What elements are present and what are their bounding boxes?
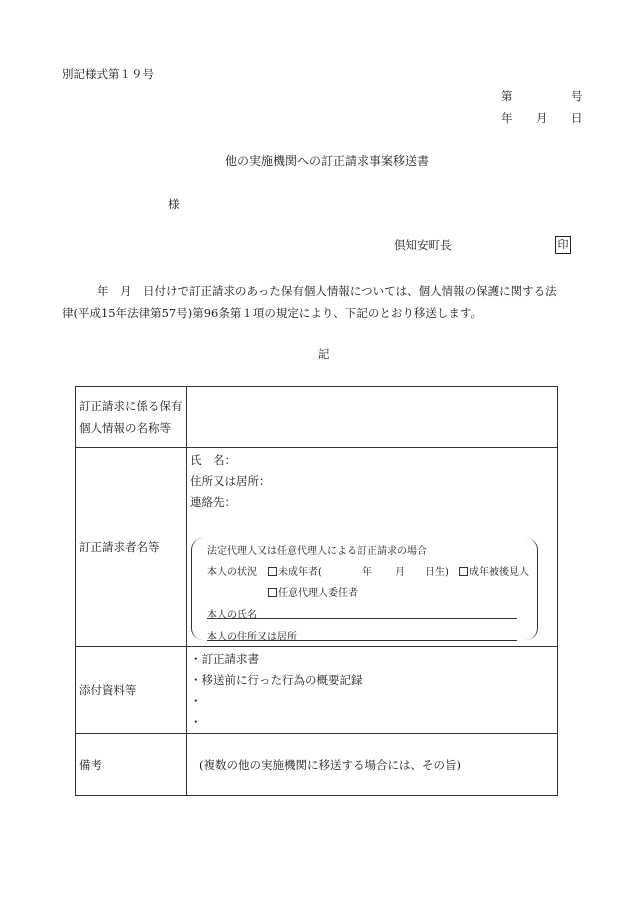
delegate-option[interactable]	[268, 584, 358, 599]
doc-number-suffix: 号	[571, 89, 583, 103]
row-label-attachments: 添付資料等	[76, 647, 187, 734]
document-title: 他の実施機関への訂正請求事案移送書	[225, 154, 430, 168]
ward-option[interactable]	[459, 563, 529, 578]
principal-address-underline[interactable]	[207, 640, 517, 641]
attachment-item[interactable]: ・	[190, 694, 202, 708]
remarks-note: (複数の他の実施機関に移送する場合には、その旨)	[199, 757, 461, 772]
date-month: 月	[536, 111, 548, 125]
requester-address-line[interactable]: 住所又は居所：	[190, 474, 271, 488]
minor-month: 月	[395, 567, 405, 578]
requester-cell	[187, 448, 558, 647]
info-name-field[interactable]	[187, 387, 558, 448]
form-number: 別記様式第１９号	[62, 67, 154, 81]
table-row	[76, 448, 558, 647]
label-line: 訂正請求に係る保有	[79, 399, 183, 413]
checkbox-icon[interactable]	[268, 567, 277, 576]
date-day: 日	[571, 111, 583, 125]
delegate-label: 任意代理人委任者	[278, 588, 358, 599]
attachment-item: ・訂正請求書	[190, 652, 259, 666]
body-line-2: 律(平成15年法律第57号)第96条第１項の規定により、下記のとおり移送します。	[62, 306, 482, 320]
checkbox-icon[interactable]	[268, 588, 277, 597]
minor-year: 年	[362, 567, 372, 578]
ki-heading: 記	[318, 347, 330, 361]
minor-label: 未成年者(	[278, 567, 322, 578]
checkbox-icon[interactable]	[459, 567, 468, 576]
agent-heading: 法定代理人又は任意代理人による訂正請求の場合	[207, 546, 427, 557]
addressee-suffix: 様	[168, 197, 180, 211]
ward-label: 成年被後見人	[469, 567, 529, 578]
row-label-requester: 訂正請求者名等	[76, 448, 187, 647]
table-row	[76, 387, 558, 448]
attachments-cell	[187, 647, 558, 734]
minor-option[interactable]	[268, 563, 322, 578]
transfer-form-table	[75, 386, 558, 796]
sender-name: 倶知安町長	[394, 238, 452, 252]
date-year: 年	[501, 111, 513, 125]
row-label-remarks: 備考	[76, 734, 187, 796]
attachment-item: ・移送前に行った行為の概要記録	[190, 673, 363, 687]
attachment-item[interactable]: ・	[190, 715, 202, 729]
table-row	[76, 734, 558, 796]
remarks-cell[interactable]	[187, 734, 558, 796]
table-row	[76, 647, 558, 734]
doc-number-prefix: 第	[501, 89, 513, 103]
seal-stamp: 印	[555, 236, 571, 254]
status-label: 本人の状況	[207, 567, 257, 578]
requester-contact-line[interactable]: 連絡先：	[190, 495, 236, 509]
row-label-info-name	[76, 387, 187, 448]
requester-name-line[interactable]: 氏 名：	[190, 453, 236, 467]
principal-address-label: 本人の住所又は居所	[207, 632, 297, 643]
requester-content	[187, 450, 557, 646]
minor-birth: 日生)	[425, 567, 449, 578]
label-line: 個人情報の名称等	[79, 421, 171, 435]
principal-name-label: 本人の氏名	[207, 610, 257, 621]
principal-name-underline[interactable]	[207, 618, 517, 619]
body-line-1: 年 月 日付けで訂正請求のあった保有個人情報については、個人情報の保護に関する法	[97, 284, 557, 298]
